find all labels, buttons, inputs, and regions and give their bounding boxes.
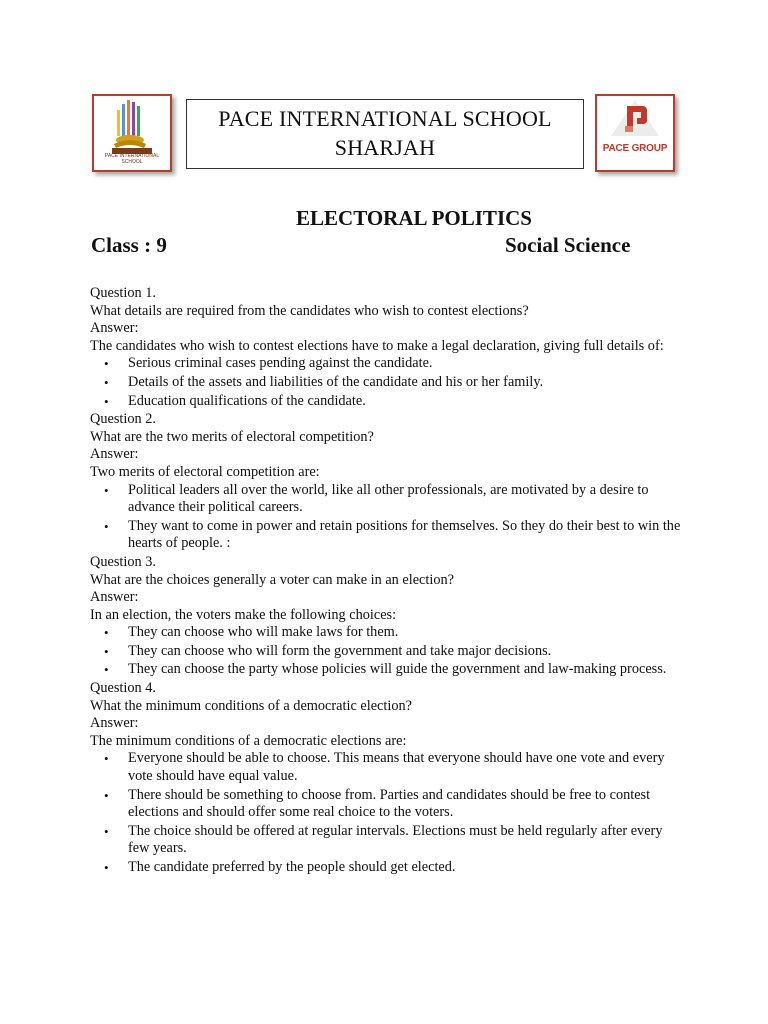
list-item: [104, 822, 682, 858]
qa-content: [90, 285, 682, 878]
list-item: [104, 642, 682, 661]
bullet-icon: •: [104, 482, 109, 498]
list-item-text: They can choose who will make laws for them.: [128, 624, 399, 641]
right-logo-tagline: [597, 157, 673, 162]
question-number: Question 4.: [90, 680, 156, 697]
school-logo-left: [92, 94, 172, 172]
answer-label: Answer:: [90, 446, 139, 463]
list-item-text: They can choose the party whose policies will guide the government and law-making process.: [128, 661, 667, 678]
bullet-icon: •: [104, 823, 109, 839]
question-text: What the minimum conditions of a democratic election?: [90, 697, 412, 714]
list-item: [104, 392, 682, 411]
bullet-icon: •: [104, 662, 109, 678]
list-item-text: There should be something to choose from. Parties and candidates should be free to contest elections and should offer some real choice to the voters.: [128, 786, 651, 821]
list-item: [104, 750, 682, 785]
bullet-icon: •: [104, 751, 109, 767]
bullet-icon: •: [104, 374, 109, 390]
question-number: Question 3.: [90, 553, 156, 570]
list-item-text: Everyone should be able to choose. This means that everyone should have one vote and every vote should have equal value.: [128, 750, 665, 785]
list-item: [104, 481, 682, 517]
list-item: [104, 859, 682, 877]
bullet-icon: •: [104, 393, 109, 409]
list-item: [104, 661, 682, 679]
answer-list: [90, 355, 682, 410]
class-label: Class : 9: [91, 233, 167, 257]
subject-label: Social Science: [505, 233, 631, 257]
list-item-text: Political leaders all over the world, like all other professionals, are motivated by a desire to advance their political careers.: [128, 481, 649, 516]
list-item-text: The candidate preferred by the people should get elected.: [128, 859, 456, 875]
answer-intro: The candidates who wish to contest elections have to make a legal declaration, giving full details of:: [90, 337, 664, 354]
list-item-text: They want to come in power and retain positions for themselves. So they do their best to win the hearts of people. :: [128, 517, 681, 552]
answer-intro: In an election, the voters make the following choices:: [90, 606, 397, 623]
answer-list: [90, 482, 682, 553]
list-item: [104, 355, 682, 373]
bullet-icon: •: [104, 625, 109, 641]
question-text: What are the choices generally a voter can make in an election?: [90, 571, 454, 588]
list-item: [104, 786, 682, 822]
school-name-box: [186, 99, 584, 169]
list-item-text: The choice should be offered at regular intervals. Elections must be held regularly after every few years.: [128, 822, 663, 857]
bullet-icon: •: [104, 860, 109, 875]
bullet-icon: •: [104, 787, 109, 803]
list-item-text: Serious criminal cases pending against the candidate.: [128, 355, 433, 372]
left-logo-caption: PACE INTERNATIONAL SCHOOL: [104, 153, 160, 165]
group-logo-right: [595, 94, 675, 172]
list-item-text: Education qualifications of the candidate.: [128, 392, 366, 409]
answer-intro: The minimum conditions of a democratic elections are:: [90, 732, 407, 749]
answer-intro: Two merits of electoral competition are:: [90, 463, 320, 480]
school-name: PACE INTERNATIONAL SCHOOL: [218, 106, 552, 131]
list-item: [104, 373, 682, 392]
list-item-text: They can choose who will form the government and take major decisions.: [128, 642, 552, 659]
bullet-icon: •: [104, 356, 109, 372]
question-text: What are the two merits of electoral competition?: [90, 428, 374, 445]
question-number: Question 2.: [90, 411, 156, 428]
school-city: SHARJAH: [334, 135, 436, 160]
pace-group-mark-icon: [597, 96, 673, 144]
list-item: [104, 517, 682, 553]
right-logo-text: PACE GROUP: [602, 143, 668, 154]
answer-list: [90, 624, 682, 679]
document-title: ELECTORAL POLITICS: [296, 206, 532, 230]
question-number: Question 1.: [90, 285, 156, 301]
bullet-icon: •: [104, 518, 109, 534]
answer-label: Answer:: [90, 320, 139, 337]
list-item-text: Details of the assets and liabilities of the candidate and his or her family.: [128, 373, 544, 390]
answer-label: Answer:: [90, 715, 139, 732]
answer-list: [90, 750, 682, 876]
list-item: [104, 624, 682, 642]
bullet-icon: •: [104, 643, 109, 659]
question-text: What details are required from the candidates who wish to contest elections?: [90, 302, 529, 319]
answer-label: Answer:: [90, 589, 139, 606]
